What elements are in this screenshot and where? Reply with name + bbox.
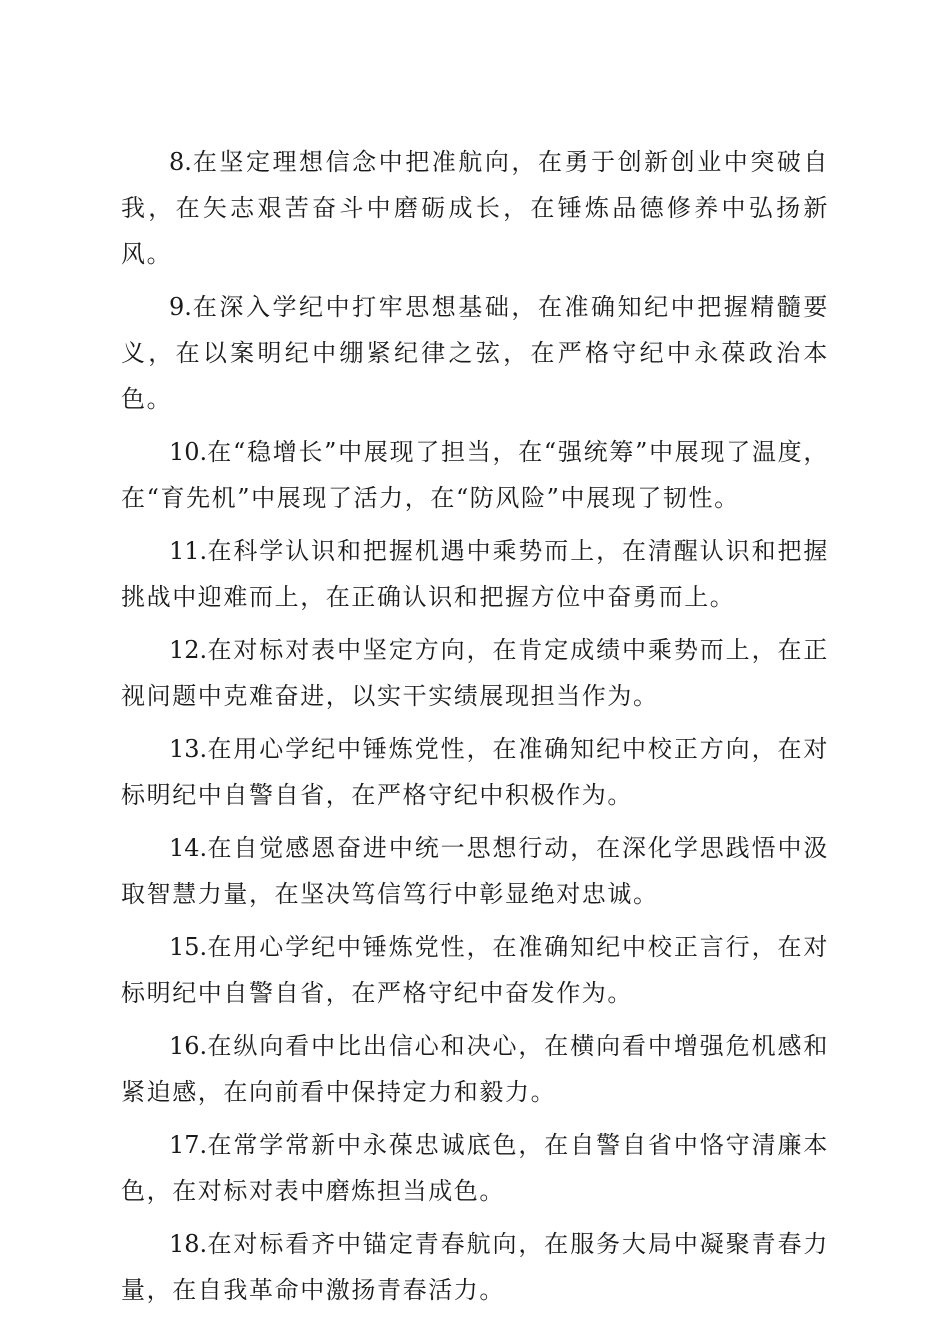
paragraph-text: 在常学常新中永葆忠诚底色，在自警自省中恪守清廉本色，在对标对表中磨炼担当成色。 [121,1131,829,1205]
paragraph-number: 10. [169,438,208,466]
paragraph-text: 在用心学纪中锤炼党性，在准确知纪中校正言行，在对标明纪中自警自省，在严格守纪中奋发作为。 [121,933,829,1007]
paragraph-text: 在对标对表中坚定方向，在肯定成绩中乘势而上，在正视问题中克难奋进，以实干实绩展现担当作为。 [121,636,829,710]
paragraph-number: 15. [169,933,208,961]
paragraph-number: 13. [169,735,208,763]
paragraph-text: 在“稳增长”中展现了担当，在“强统筹”中展现了温度，在“育先机”中展现了活力，在“防风险”中展现了韧性。 [121,438,829,512]
paragraph-16 [121,1023,829,1115]
paragraph-text: 在坚定理想信念中把准航向，在勇于创新创业中突破自我，在矢志艰苦奋斗中磨砺成长，在锤炼品德修养中弘扬新风。 [121,148,829,268]
paragraph-number: 16. [169,1032,208,1060]
paragraph-number: 9. [169,293,192,321]
paragraph-number: 14. [169,834,208,862]
paragraph-8 [121,139,829,277]
paragraph-12 [121,627,829,719]
paragraph-number: 11. [169,537,208,565]
paragraph-text: 在科学认识和把握机遇中乘势而上，在清醒认识和把握挑战中迎难而上，在正确认识和把握方位中奋勇而上。 [121,537,829,611]
paragraph-number: 17. [169,1131,208,1159]
paragraph-number: 8. [169,148,192,176]
paragraph-9 [121,284,829,422]
paragraph-number: 12. [169,636,208,664]
paragraph-text: 在对标看齐中锚定青春航向，在服务大局中凝聚青春力量，在自我革命中激扬青春活力。 [121,1230,829,1304]
paragraph-number: 18. [169,1230,208,1258]
paragraph-17 [121,1122,829,1214]
paragraph-text: 在深入学纪中打牢思想基础，在准确知纪中把握精髓要义，在以案明纪中绷紧纪律之弦，在严格守纪中永葆政治本色。 [121,293,829,413]
paragraph-15 [121,924,829,1016]
paragraph-18 [121,1221,829,1313]
document-body [121,139,829,1320]
paragraph-11 [121,528,829,620]
paragraph-text: 在自觉感恩奋进中统一思想行动，在深化学思践悟中汲取智慧力量，在坚决笃信笃行中彰显绝对忠诚。 [121,834,829,908]
paragraph-10 [121,429,829,521]
paragraph-13 [121,726,829,818]
paragraph-14 [121,825,829,917]
paragraph-text: 在纵向看中比出信心和决心，在横向看中增强危机感和紧迫感，在向前看中保持定力和毅力。 [121,1032,829,1106]
paragraph-text: 在用心学纪中锤炼党性，在准确知纪中校正方向，在对标明纪中自警自省，在严格守纪中积极作为。 [121,735,829,809]
